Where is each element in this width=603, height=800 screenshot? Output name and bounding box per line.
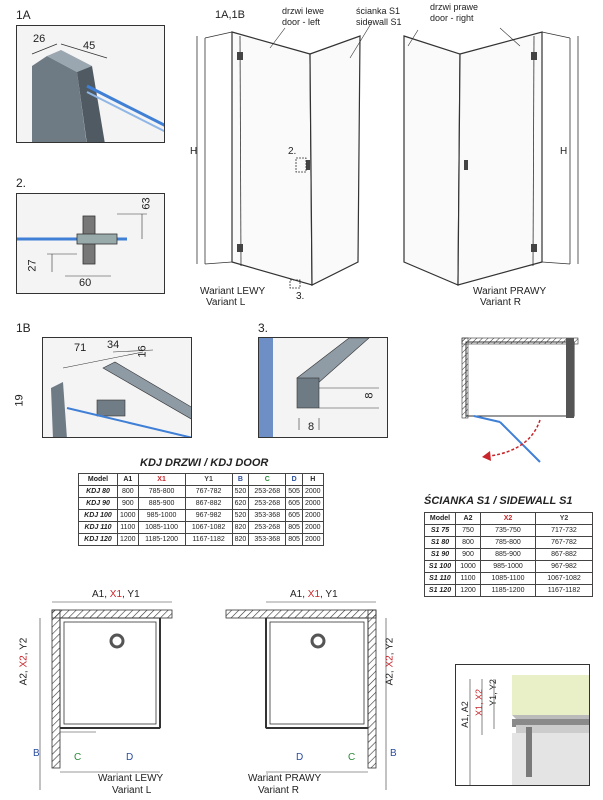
s1-cell: 717-732 — [536, 525, 593, 537]
s1-cell: 800 — [456, 537, 481, 549]
s1-cell: 750 — [456, 525, 481, 537]
kdj-cell: 2000 — [302, 534, 323, 546]
s1-cell: S1 110 — [425, 573, 456, 585]
detail-3-dim-a: 8 — [363, 392, 376, 399]
kdj-table-title: KDJ DRZWI / KDJ DOOR — [140, 457, 269, 469]
kdj-col-model: Model — [79, 474, 118, 486]
s1-col-a2: A2 — [456, 513, 481, 525]
install-detail-drawing — [456, 665, 590, 786]
kdj-cell: 800 — [118, 486, 139, 498]
kdj-col-x1: X1 — [138, 474, 185, 486]
kdj-cell: 520 — [232, 510, 249, 522]
plan-right-top-x: X1 — [307, 589, 321, 600]
s1-cell: 1100 — [456, 573, 481, 585]
plan-right-variant-en: Variant R — [258, 785, 299, 796]
kdj-cell: 767-782 — [185, 486, 232, 498]
kdj-cell: 1200 — [118, 534, 139, 546]
kdj-cell: 900 — [118, 498, 139, 510]
s1-cell: 885-900 — [481, 549, 536, 561]
kdj-cell: 620 — [232, 498, 249, 510]
s1-cell: S1 75 — [425, 525, 456, 537]
kdj-cell: 605 — [286, 498, 303, 510]
s1-cell: 735-750 — [481, 525, 536, 537]
variant-left-en: Variant L — [206, 297, 246, 308]
kdj-cell: KDJ 110 — [79, 522, 118, 534]
height-label-left: H — [190, 146, 198, 157]
s1-cell: S1 90 — [425, 549, 456, 561]
install-x2: X2 — [474, 688, 485, 700]
kdj-cell: 1085-1100 — [138, 522, 185, 534]
variant-right-pl: Wariant PRAWY — [473, 286, 547, 297]
kdj-col-b: B — [232, 474, 249, 486]
callout-2-left: 2. — [288, 146, 297, 157]
kdj-col-a1: A1 — [118, 474, 139, 486]
s1-cell: 1200 — [456, 585, 481, 597]
variant-left-pl: Wariant LEWY — [200, 286, 266, 297]
sidewall-en-label: sidewall S1 — [356, 17, 402, 27]
kdj-cell: 1167-1182 — [185, 534, 232, 546]
plan-right-b: B — [390, 748, 397, 759]
plan-right-side-a: A2, — [384, 667, 396, 686]
install-a-dim — [460, 701, 471, 728]
install-y2: Y2 — [487, 679, 498, 691]
install-y-dim — [488, 679, 499, 706]
s1-cell: S1 100 — [425, 561, 456, 573]
plan-left-variant-pl: Wariant LEWY — [98, 773, 164, 784]
plan-right-c: C — [348, 752, 356, 763]
kdj-cell: 867-882 — [185, 498, 232, 510]
kdj-cell: 1067-1082 — [185, 522, 232, 534]
plan-left-b: B — [33, 748, 40, 759]
plan-left-side-y: , Y2 — [18, 637, 30, 656]
kdj-cell: 353-368 — [249, 534, 286, 546]
s1-cell: S1 120 — [425, 585, 456, 597]
install-a1: A1, — [459, 712, 470, 728]
plan-right-side-dim — [384, 638, 395, 686]
kdj-cell: 805 — [286, 534, 303, 546]
s1-cell: 1085-1100 — [481, 573, 536, 585]
detail-1a-dim-b: 45 — [83, 40, 96, 52]
plan-left-side-dim — [18, 638, 29, 686]
detail-3-label: 3. — [258, 321, 269, 335]
kdj-col-h: H — [302, 474, 323, 486]
s1-cell: 767-782 — [536, 537, 593, 549]
kdj-cell: 1000 — [118, 510, 139, 522]
s1-col-model: Model — [425, 513, 456, 525]
s1-cell: S1 80 — [425, 537, 456, 549]
plan-right-side-x: X2 — [384, 655, 396, 668]
kdj-cell: 967-982 — [185, 510, 232, 522]
kdj-col-y1: Y1 — [185, 474, 232, 486]
kdj-cell: 253-268 — [249, 498, 286, 510]
kdj-cell: 505 — [286, 486, 303, 498]
kdj-cell: 885-900 — [138, 498, 185, 510]
detail-2-dim-w: 60 — [79, 277, 92, 289]
sidewall-pl-label: ścianka S1 — [356, 6, 401, 16]
kdj-cell: 2000 — [302, 486, 323, 498]
kdj-cell: 1185-1200 — [138, 534, 185, 546]
kdj-cell: KDJ 120 — [79, 534, 118, 546]
detail-1b-dim-d: 19 — [13, 394, 26, 407]
detail-2-dim-v: 27 — [26, 259, 39, 272]
s1-col-x2: X2 — [481, 513, 536, 525]
plan-left-d: D — [126, 752, 134, 763]
kdj-cell: 605 — [286, 510, 303, 522]
detail-1b-dim-c: 16 — [136, 345, 149, 358]
plan-right-top-dim — [290, 589, 338, 600]
door-right-en-label: door - right — [430, 13, 474, 23]
height-label-right: H — [560, 146, 568, 157]
plan-left-side-x: X2 — [18, 655, 30, 668]
kdj-cell: 2000 — [302, 510, 323, 522]
s1-col-y2: Y2 — [536, 513, 593, 525]
plan-left-top-y: , Y1 — [122, 589, 140, 600]
s1-table-title: ŚCIANKA S1 / SIDEWALL S1 — [424, 495, 573, 507]
kdj-cell: 2000 — [302, 522, 323, 534]
detail-1b-dim-b: 34 — [107, 339, 120, 351]
plan-right-top-y: , Y1 — [320, 589, 338, 600]
variant-right-en: Variant R — [480, 297, 521, 308]
kdj-cell: 353-368 — [249, 510, 286, 522]
kdj-cell: 820 — [232, 522, 249, 534]
detail-1a-label: 1A — [16, 8, 31, 22]
s1-cell: 900 — [456, 549, 481, 561]
kdj-cell: 985-1000 — [138, 510, 185, 522]
plan-left-side-a: A2, — [18, 667, 30, 686]
s1-cell: 1000 — [456, 561, 481, 573]
s1-cell: 1167-1182 — [536, 585, 593, 597]
kdj-cell: KDJ 100 — [79, 510, 118, 522]
plan-right-variant-pl: Wariant PRAWY — [248, 773, 322, 784]
plan-left-variant-en: Variant L — [112, 785, 152, 796]
callout-1a-1b: 1A,1B — [215, 9, 245, 21]
install-detail-panel — [455, 664, 590, 786]
detail-3-dim-b: 8 — [308, 421, 315, 433]
install-x1: X1, — [474, 700, 485, 717]
install-y1: Y1, — [487, 690, 498, 706]
kdj-cell: 520 — [232, 486, 249, 498]
s1-cell: 1067-1082 — [536, 573, 593, 585]
kdj-cell: KDJ 90 — [79, 498, 118, 510]
plan-right-side-y: , Y2 — [384, 637, 396, 656]
plan-left-top-dim — [92, 589, 140, 600]
kdj-cell: 785-800 — [138, 486, 185, 498]
detail-1b-label: 1B — [16, 321, 31, 335]
kdj-cell: 253-268 — [249, 522, 286, 534]
door-left-en-label: door - left — [282, 17, 321, 27]
s1-cell: 1185-1200 — [481, 585, 536, 597]
detail-1b-dim-a: 71 — [74, 342, 87, 354]
kdj-cell: 805 — [286, 522, 303, 534]
kdj-cell: KDJ 80 — [79, 486, 118, 498]
install-x-dim — [474, 689, 485, 716]
detail-2-label: 2. — [16, 176, 27, 190]
s1-cell: 967-982 — [536, 561, 593, 573]
plan-left-top-a: A1, — [92, 589, 110, 600]
detail-2-dim-h: 63 — [140, 197, 153, 210]
plan-left-top-x: X1 — [109, 589, 123, 600]
plan-right-d: D — [296, 752, 304, 763]
detail-1a-dim-a: 26 — [33, 33, 46, 45]
kdj-cell: 820 — [232, 534, 249, 546]
kdj-cell: 253-268 — [249, 486, 286, 498]
plan-right-top-a: A1, — [290, 589, 308, 600]
door-left-pl-label: drzwi lewe — [282, 6, 325, 16]
plan-left-c: C — [74, 752, 82, 763]
s1-cell: 785-800 — [481, 537, 536, 549]
s1-cell: 985-1000 — [481, 561, 536, 573]
kdj-cell: 1100 — [118, 522, 139, 534]
door-right-pl-label: drzwi prawe — [430, 2, 479, 12]
kdj-col-c: C — [249, 474, 286, 486]
kdj-cell: 2000 — [302, 498, 323, 510]
kdj-col-d: D — [286, 474, 303, 486]
s1-cell: 867-882 — [536, 549, 593, 561]
install-a2: A2 — [459, 701, 470, 713]
callout-3-left: 3. — [296, 291, 305, 302]
